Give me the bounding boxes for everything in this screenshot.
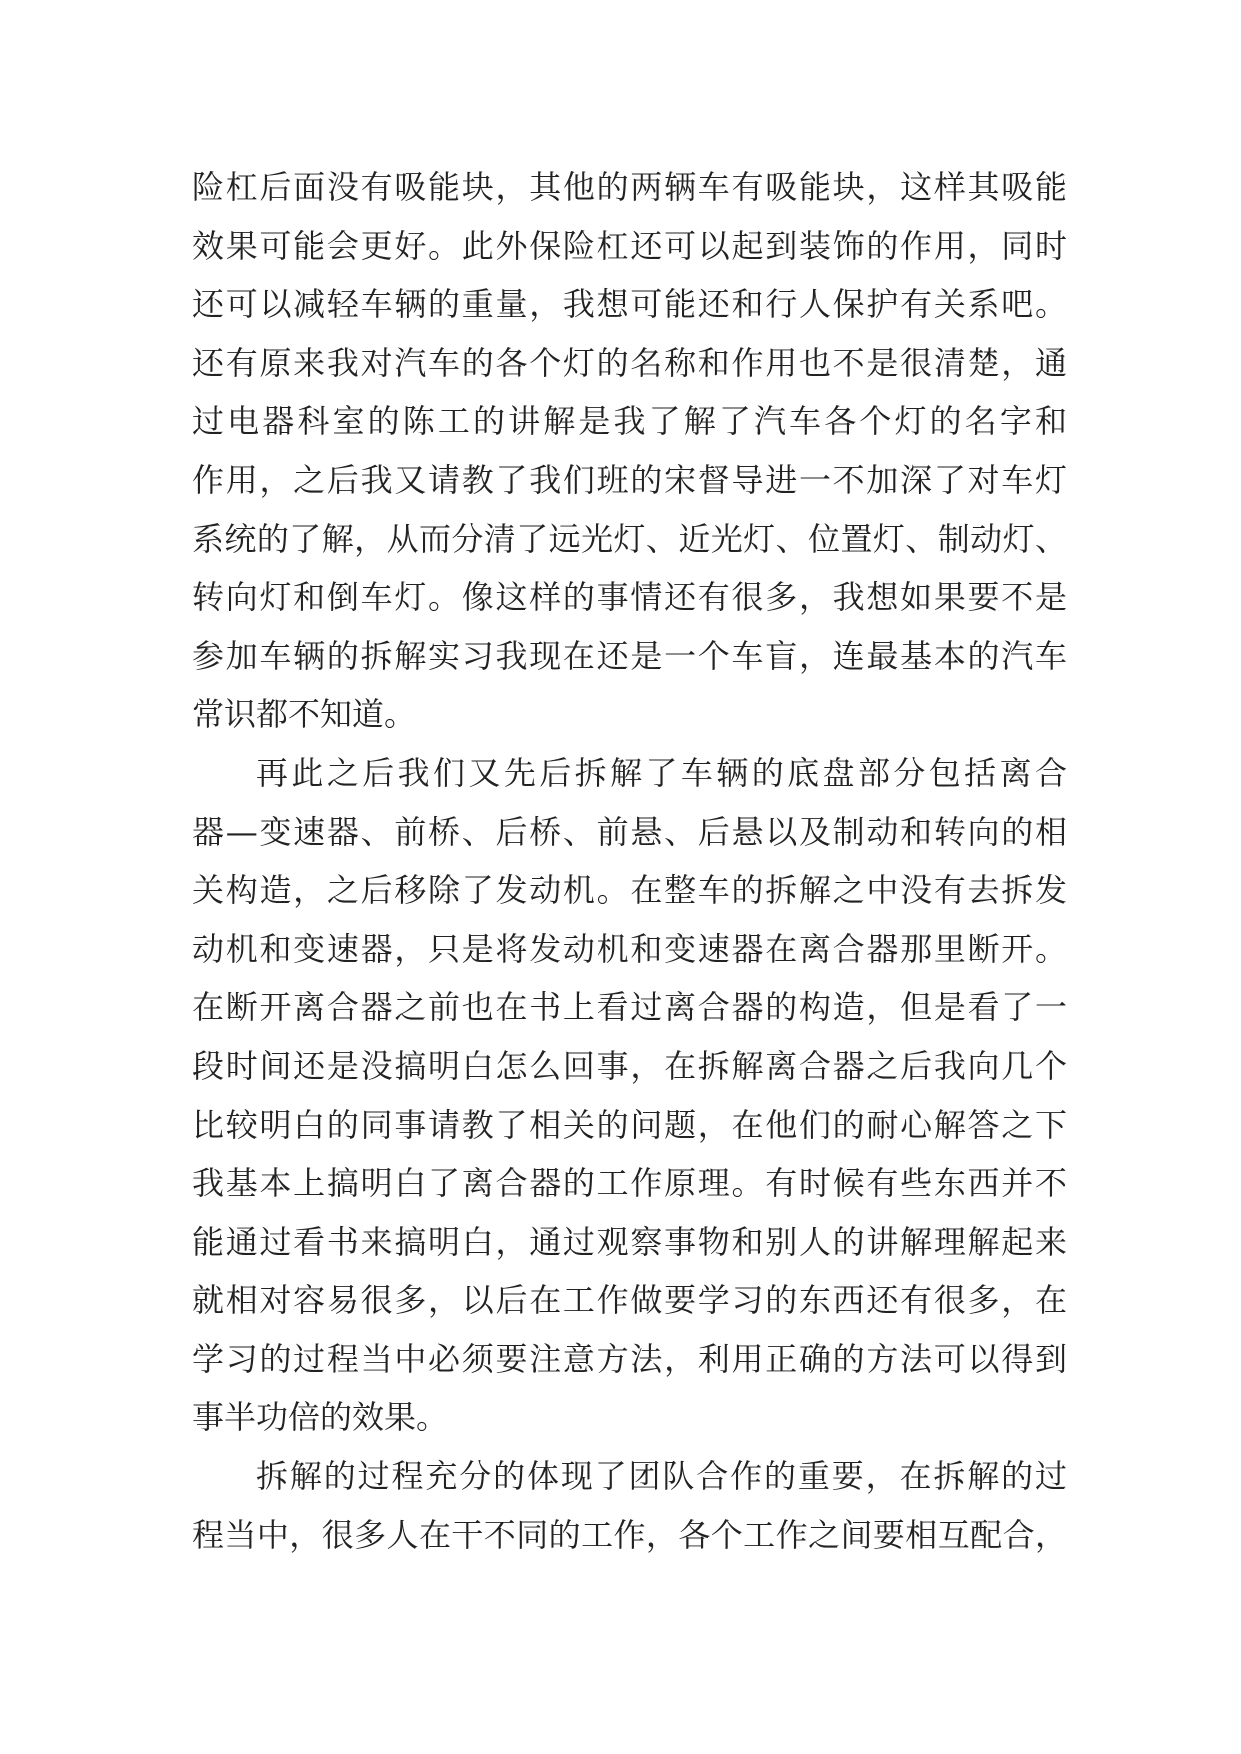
text-line: 能通过看书来搞明白，通过观察事物和别人的讲解理解起来 xyxy=(192,1222,1067,1261)
text-line: 关构造，之后移除了发动机。在整车的拆解之中没有去拆发 xyxy=(192,871,1067,910)
text-line: 险杠后面没有吸能块，其他的两辆车有吸能块，这样其吸能 xyxy=(192,168,1067,206)
text-line: 学习的过程当中必须要注意方法，利用正确的方法可以得到 xyxy=(192,1339,1067,1378)
text-line: 比较明白的同事请教了相关的问题，在他们的耐心解答之下 xyxy=(192,1105,1067,1144)
text-line: 我基本上搞明白了离合器的工作原理。有时候有些东西并不 xyxy=(192,1164,1067,1203)
text-line: 效果可能会更好。此外保险杠还可以起到装饰的作用，同时 xyxy=(192,226,1067,265)
text-line: 在断开离合器之前也在书上看过离合器的构造，但是看了一 xyxy=(192,988,1067,1027)
text-line: 器—变速器、前桥、后桥、前悬、后悬以及制动和转向的相 xyxy=(192,812,1067,851)
text-line: 动机和变速器，只是将发动机和变速器在离合器那里断开。 xyxy=(192,929,1067,968)
text-line: 常识都不知道。 xyxy=(192,695,417,734)
text-line: 作用，之后我又请教了我们班的宋督导进一不加深了对车灯 xyxy=(192,460,1067,499)
text-line: 参加车辆的拆解实习我现在还是一个车盲，连最基本的汽车 xyxy=(192,636,1067,675)
body-text xyxy=(192,158,1067,1564)
text-line: 过电器科室的陈工的讲解是我了解了汽车各个灯的名字和 xyxy=(192,402,1067,441)
text-line: 转向灯和倒车灯。像这样的事情还有很多，我想如果要不是 xyxy=(192,578,1067,617)
text-line: 程当中，很多人在干不同的工作，各个工作之间要相互配合， xyxy=(192,1515,1067,1554)
text-line: 事半功倍的效果。 xyxy=(192,1398,449,1437)
text-line: 还有原来我对汽车的各个灯的名称和作用也不是很清楚，通 xyxy=(192,343,1067,382)
text-line: 就相对容易很多，以后在工作做要学习的东西还有很多，在 xyxy=(192,1281,1067,1320)
text-line: 段时间还是没搞明白怎么回事，在拆解离合器之后我向几个 xyxy=(192,1046,1067,1085)
text-line: 再此之后我们又先后拆解了车辆的底盘部分包括离合 xyxy=(256,753,1067,792)
text-line: 还可以减轻车辆的重量，我想可能还和行人保护有关系吧。 xyxy=(192,285,1067,324)
text-line: 系统的了解，从而分清了远光灯、近光灯、位置灯、制动灯、 xyxy=(192,519,1067,558)
text-line: 拆解的过程充分的体现了团队合作的重要，在拆解的过 xyxy=(256,1457,1067,1496)
